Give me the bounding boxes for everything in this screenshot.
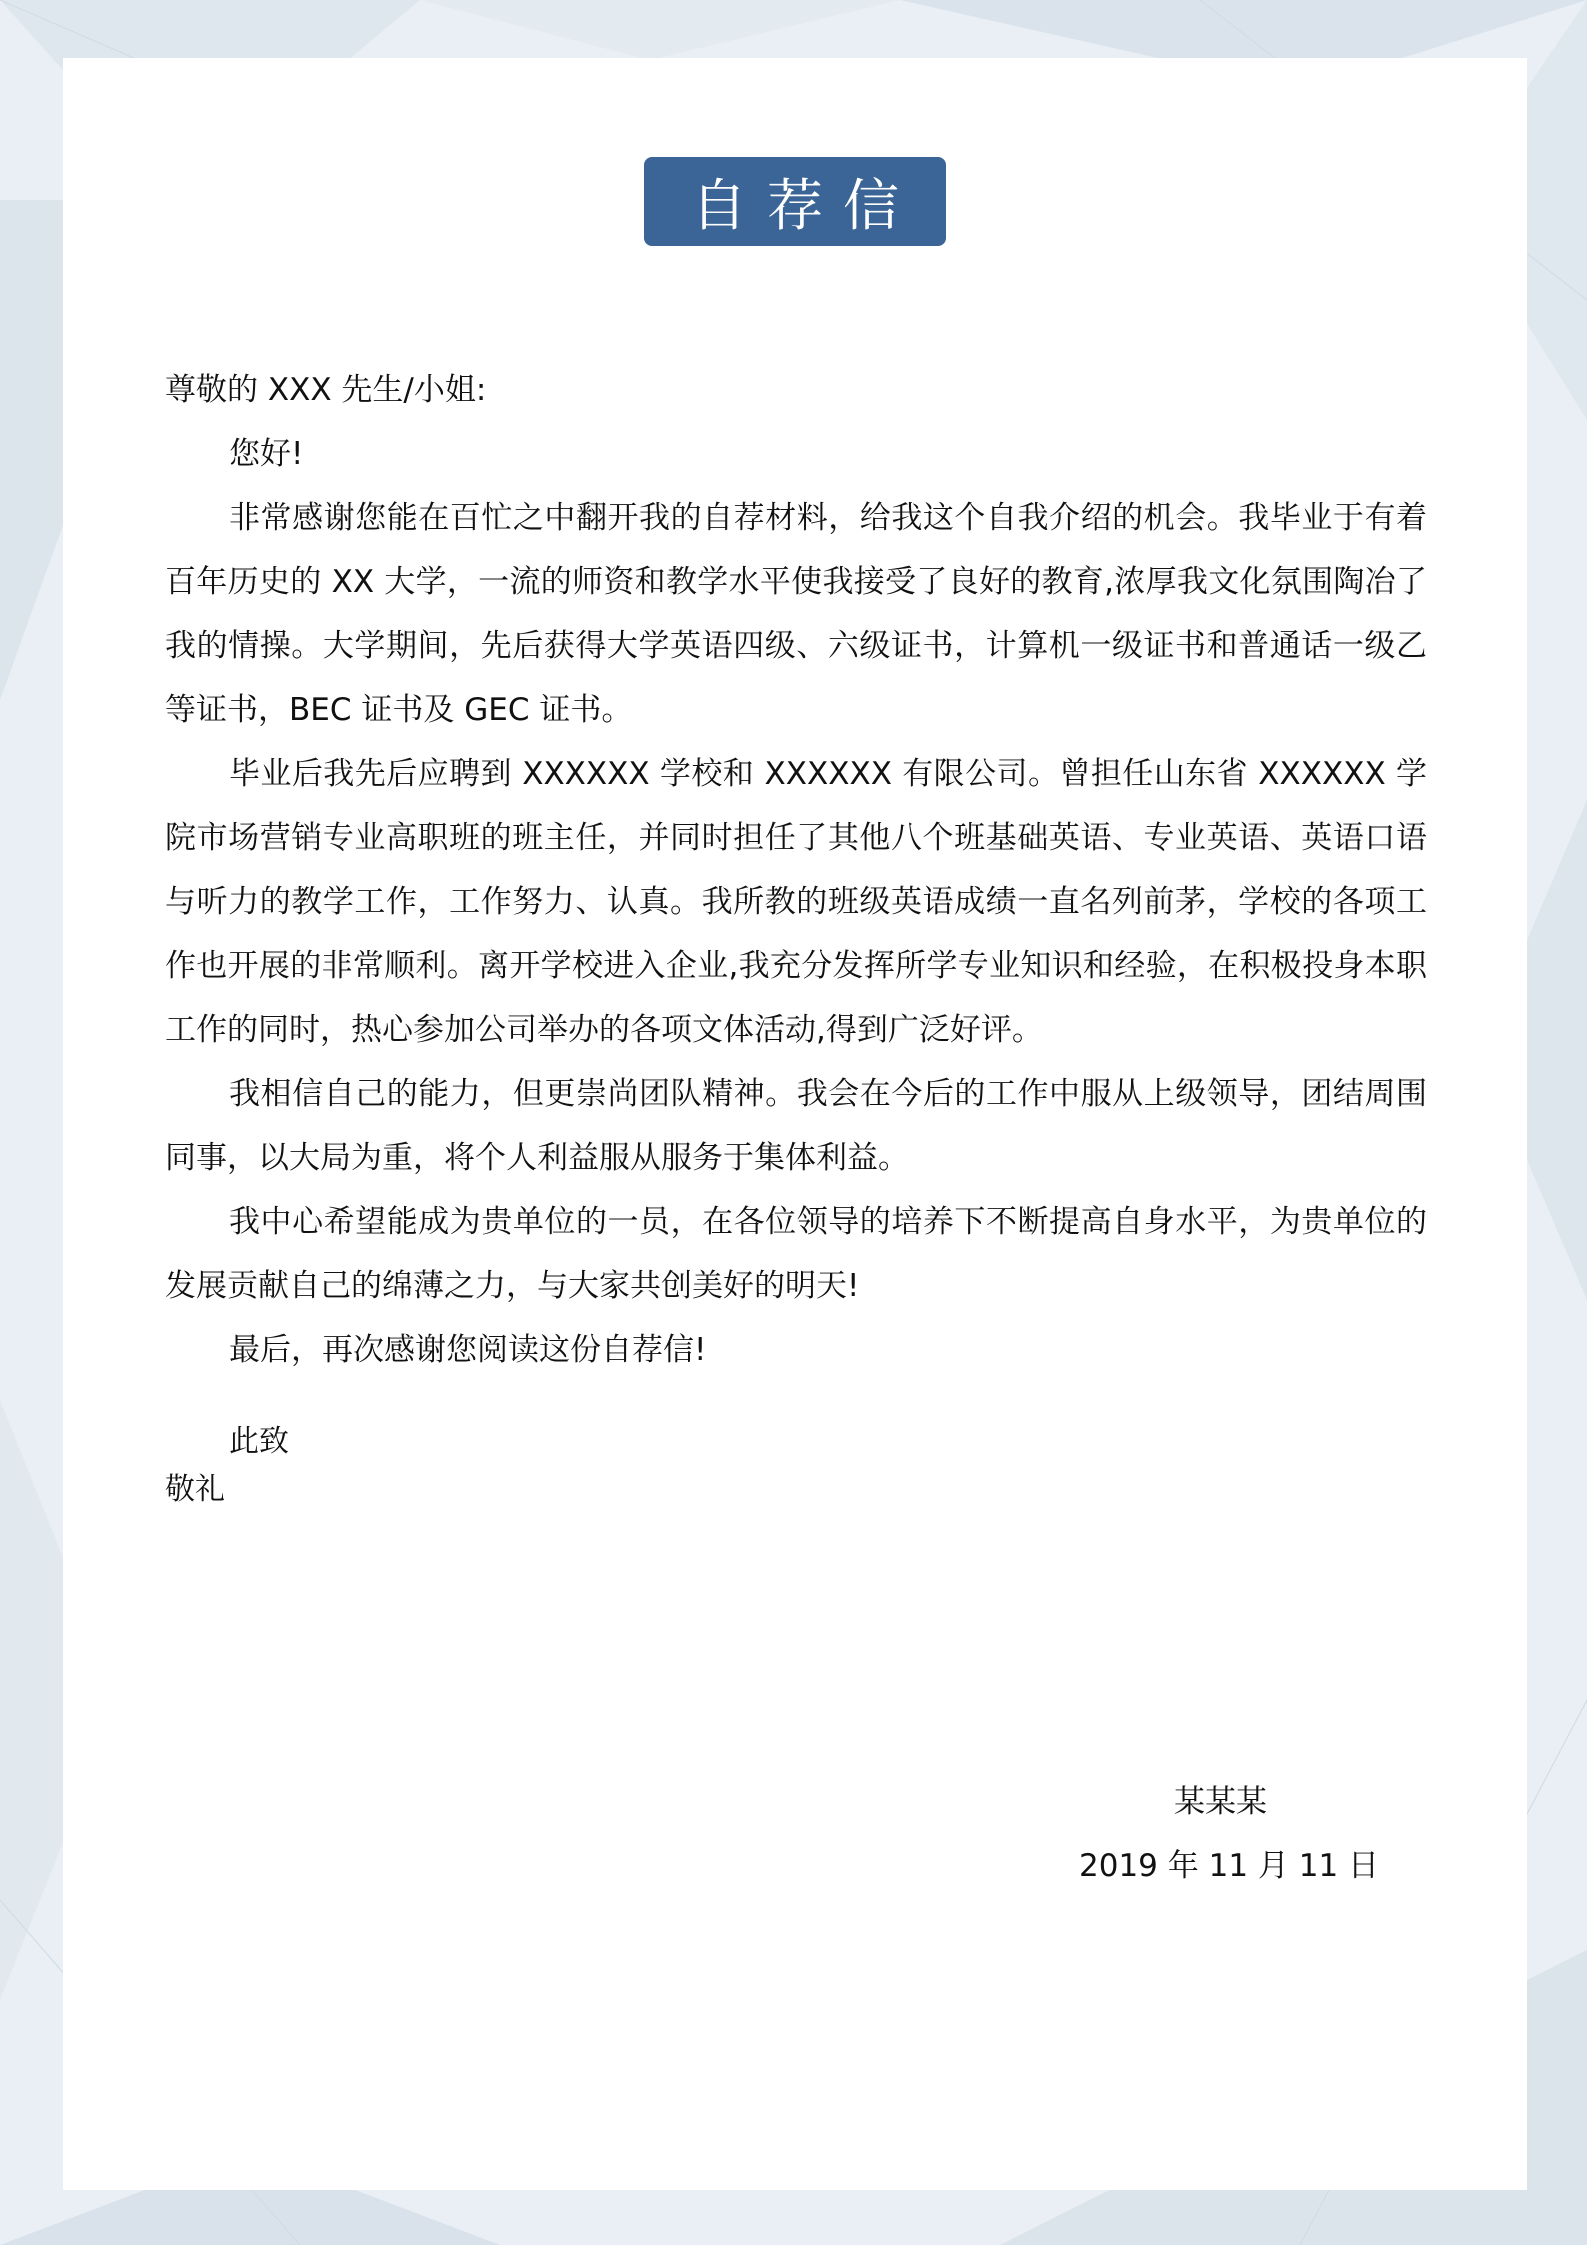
closing-line-2: 敬礼	[165, 1472, 225, 1507]
closing-line-1: 此致	[229, 1424, 289, 1459]
salutation: 尊敬的 XXX 先生/小姐:	[165, 372, 487, 408]
paragraph-3: 我相信自己的能力，但更崇尚团队精神。我会在今后的工作中服从上级领导，团结周围同事，以大局为重，将个人利益服从服务于集体利益。	[165, 1076, 1427, 1176]
page-title: 自荐信	[644, 157, 946, 246]
paragraph-1: 非常感谢您能在百忙之中翻开我的自荐材料，给我这个自我介绍的机会。我毕业于有着百年历史的 XX 大学，一流的师资和教学水平使我接受了良好的教育,浓厚我文化氛围陶冶了我的情操。大学期间，先后获得大学英语四级、六级证书，计算机一级证书和普通话一级乙等证书，BEC 证书及 GEC 证书。	[165, 500, 1427, 728]
signer-name: 某某某	[1174, 1784, 1267, 1820]
greeting: 您好!	[229, 436, 304, 472]
letter-date: 2019 年 11 月 11 日	[1079, 1848, 1380, 1884]
paragraph-2: 毕业后我先后应聘到 XXXXXX 学校和 XXXXXX 有限公司。曾担任山东省 XXXXXX 学院市场营销专业高职班的班主任，并同时担任了其他八个班基础英语、专业英语、英语口语与听力的教学工作，工作努力、认真。我所教的班级英语成绩一直名列前茅，学校的各项工作也开展的非常顺利。离开学校进入企业,我充分发挥所学专业知识和经验，在积极投身本职工作的同时，热心参加公司举办的各项文体活动,得到广泛好评。	[165, 756, 1427, 1048]
paragraph-4: 我中心希望能成为贵单位的一员，在各位领导的培养下不断提高自身水平，为贵单位的发展贡献自己的绵薄之力，与大家共创美好的明天!	[165, 1204, 1427, 1304]
paragraph-5: 最后，再次感谢您阅读这份自荐信!	[229, 1332, 707, 1368]
